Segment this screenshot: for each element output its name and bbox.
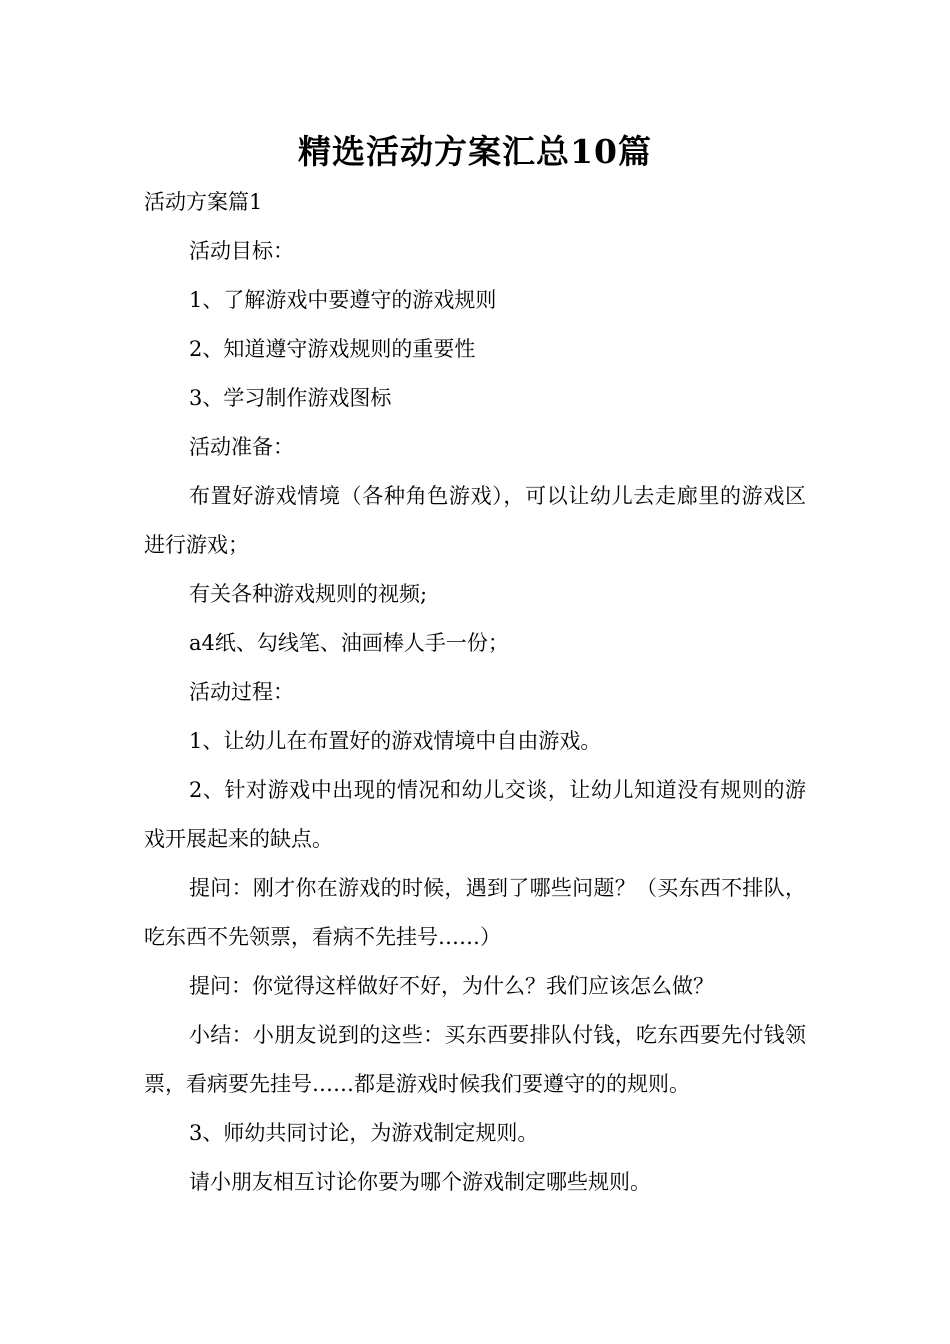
body-paragraph: 活动过程：	[189, 680, 294, 704]
body-paragraph: 有关各种游戏规则的视频;	[189, 582, 428, 606]
body-paragraph: 活动目标：	[189, 239, 294, 263]
body-paragraph: 3、学习制作游戏图标	[189, 386, 392, 410]
body-paragraph: a4纸、勾线笔、油画棒人手一份；	[189, 631, 509, 655]
body-paragraph: 提问：你觉得这样做好不好，为什么？我们应该怎么做？	[189, 974, 714, 998]
body-paragraph: 2、知道遵守游戏规则的重要性	[189, 337, 476, 361]
body-paragraph: 请小朋友相互讨论你要为哪个游戏制定哪些规则。	[189, 1170, 651, 1194]
body-paragraph: 活动准备：	[189, 435, 294, 459]
body-paragraph: 小结：小朋友说到的这些：买东西要排队付钱，吃东西要先付钱领票，看病要先挂号……都是游戏时候我们要遵守的的规则。	[144, 1023, 806, 1096]
document-title: 精选活动方案汇总10篇	[298, 132, 652, 171]
body-paragraph: 2、针对游戏中出现的情况和幼儿交谈，让幼儿知道没有规则的游戏开展起来的缺点。	[144, 778, 806, 851]
body-paragraph: 布置好游戏情境（各种角色游戏），可以让幼儿去走廊里的游戏区进行游戏；	[144, 484, 806, 557]
body-paragraph: 提问：刚才你在游戏的时候，遇到了哪些问题？（买东西不排队，吃东西不先领票，看病不先挂号……）	[144, 876, 806, 949]
body-paragraph: 1、了解游戏中要遵守的游戏规则	[189, 288, 497, 312]
document-body	[144, 178, 806, 1207]
body-paragraph: 1、让幼儿在布置好的游戏情境中自由游戏。	[189, 729, 602, 753]
body-paragraph: 3、师幼共同讨论，为游戏制定规则。	[189, 1121, 539, 1145]
section-heading: 活动方案篇1	[144, 190, 263, 214]
